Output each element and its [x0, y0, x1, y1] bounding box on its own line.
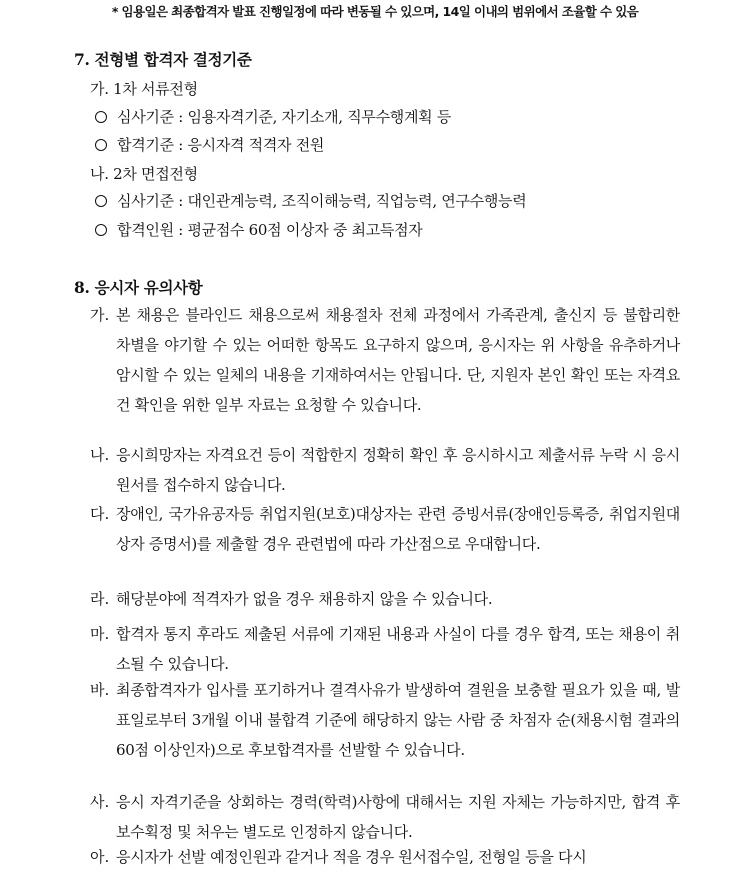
criteria-bullet: [95, 190, 526, 211]
notice-item: [90, 440, 680, 500]
criteria-bullet: [95, 134, 324, 155]
circle-bullet-icon: [95, 111, 107, 123]
circle-bullet-icon: [95, 224, 107, 236]
item-marker: 가.: [90, 306, 110, 324]
notice-item: [90, 300, 680, 420]
section-7-subheading-a: 가. 1차 서류전형: [90, 80, 198, 98]
item-marker: 나.: [90, 446, 110, 464]
criteria-bullet: [95, 219, 422, 240]
item-marker: 바.: [90, 681, 110, 699]
schedule-note: * 임용일은 최종합격자 발표 진행일정에 따라 변동될 수 있으며, 14일 이내의 범위에서 조율할 수 있음: [111, 4, 639, 19]
criteria-bullet: [95, 106, 451, 127]
notice-item: [90, 787, 680, 847]
item-marker: 다.: [90, 505, 110, 523]
bullet-text: 심사기준 : 임용자격기준, 자기소개, 직무수행계획 등: [117, 108, 452, 126]
section-7-title: 7. 전형별 합격자 결정기준: [74, 50, 252, 69]
item-text: 응시희망자는 자격요건 등이 적합한지 정확히 확인 후 응시하시고 제출서류 누락 시 응시원서를 접수하지 않습니다.: [116, 446, 680, 494]
item-text: 본 채용은 블라인드 채용으로써 채용절차 전체 과정에서 가족관계, 출신지 등 불합리한 차별을 야기할 수 있는 어떠한 항목도 요구하지 않으며, 응시자는 위 사항을 유추하거나 암시할 수 있는 일체의 내용을 기재하여서는 안됩니다. 단, 지원자 본인 확인 또는 자격요건 확인을 위한 일부 자료는 요청할 수 있습니다.: [116, 306, 680, 414]
notice-item: [90, 619, 680, 679]
bullet-text: 심사기준 : 대인관계능력, 조직이해능력, 직업능력, 연구수행능력: [117, 192, 527, 210]
section-8-title: 8. 응시자 유의사항: [74, 278, 203, 297]
bullet-text: 합격기준 : 응시자격 적격자 전원: [117, 136, 325, 154]
item-text: 합격자 통지 후라도 제출된 서류에 기재된 내용과 사실이 다를 경우 합격, 또는 채용이 취소될 수 있습니다.: [116, 625, 680, 673]
notice-item: [90, 842, 680, 872]
item-text: 해당분야에 적격자가 없을 경우 채용하지 않을 수 있습니다.: [116, 590, 493, 608]
item-text: 최종합격자가 입사를 포기하거나 결격사유가 발생하여 결원을 보충할 필요가 있을 때, 발표일로부터 3개월 이내 불합격 기준에 해당하지 않는 사람 중 차점자 순(채용시험 결과의 60점 이상인자)으로 후보합격자를 선발할 수 있습니다.: [116, 681, 680, 759]
item-text: 응시자가 선발 예정인원과 같거나 적을 경우 원서접수일, 전형일 등을 다시: [116, 848, 587, 866]
item-text: 장애인, 국가유공자등 취업지원(보호)대상자는 관련 증빙서류(장애인등록증, 취업지원대상자 증명서)를 제출할 경우 관련법에 따라 가산점으로 우대합니다.: [116, 505, 680, 553]
item-marker: 사.: [90, 793, 110, 811]
notice-item: [90, 499, 680, 559]
item-text: 응시 자격기준을 상회하는 경력(학력)사항에 대해서는 지원 자체는 가능하지만, 합격 후 보수획정 및 처우는 별도로 인정하지 않습니다.: [116, 793, 680, 841]
item-marker: 라.: [90, 590, 110, 608]
item-marker: 아.: [90, 848, 110, 866]
item-marker: 마.: [90, 625, 110, 643]
notice-item: [90, 584, 680, 614]
bullet-text: 합격인원 : 평균점수 60점 이상자 중 최고득점자: [117, 221, 423, 239]
circle-bullet-icon: [95, 139, 107, 151]
circle-bullet-icon: [95, 195, 107, 207]
section-7-subheading-b: 나. 2차 면접전형: [90, 165, 198, 183]
notice-item: [90, 675, 680, 765]
